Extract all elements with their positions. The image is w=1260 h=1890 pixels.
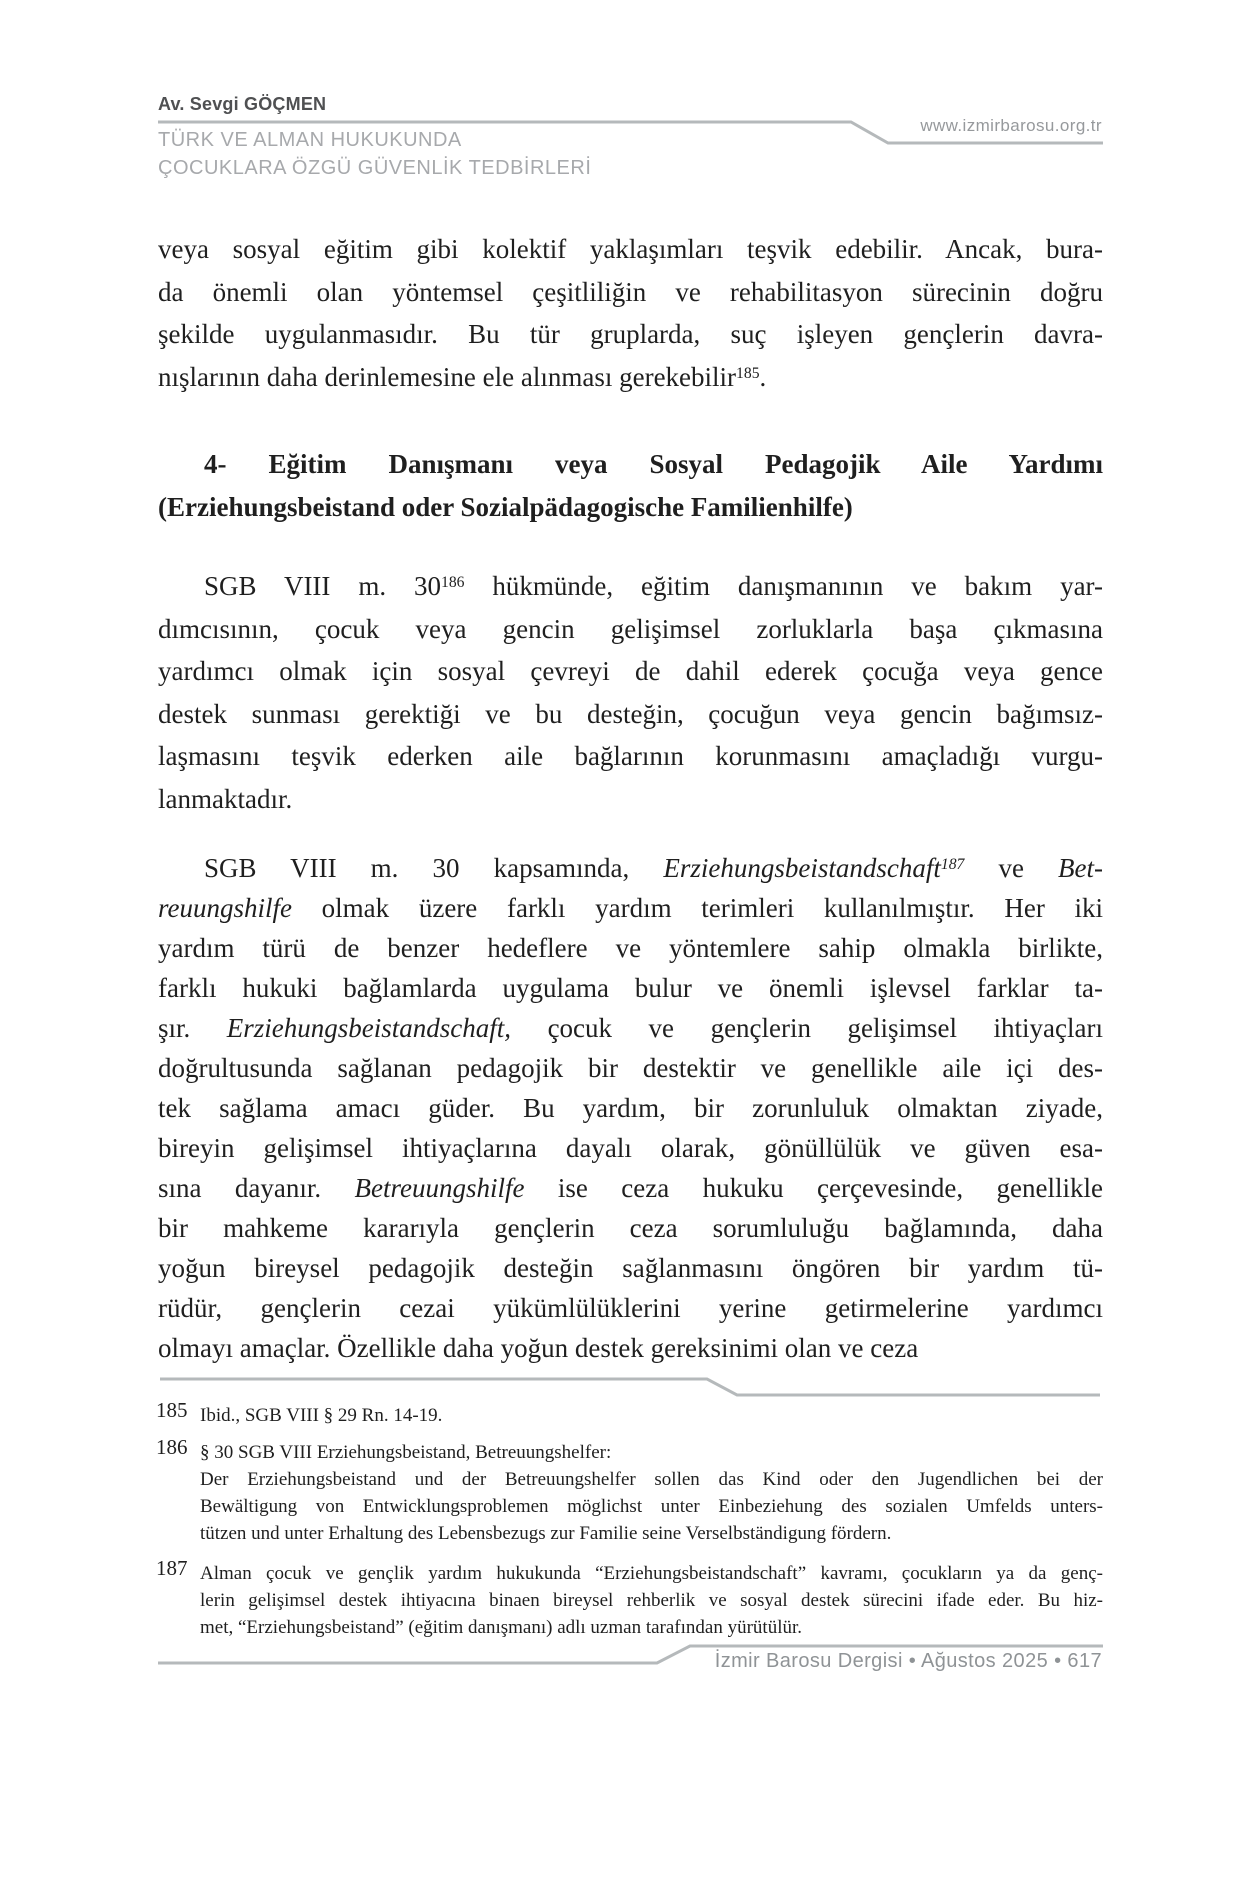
text-line (158, 313, 1103, 356)
text-line (158, 968, 1103, 1008)
text-line (158, 778, 1103, 821)
text-line (158, 565, 1103, 608)
text-line (158, 693, 1103, 736)
footnote-number: 186 (156, 1435, 188, 1459)
text-segment: bir mahkeme kararıyla gençlerin ceza sorumluluğu bağlamında, daha (158, 1213, 1103, 1243)
text-segment: şır. (158, 1013, 227, 1043)
text-segment: reuungshilfe (158, 893, 292, 923)
article-title-line-2: ÇOCUKLARA ÖZGÜ GÜVENLİK TEDBİRLERİ (158, 157, 592, 179)
text-segment: Ibid., SGB VIII § 29 Rn. 14-19. (200, 1405, 443, 1426)
text-line (158, 888, 1103, 928)
text-line (158, 1008, 1103, 1048)
footnote-ref: 185 (736, 364, 760, 382)
text-segment: nışlarının daha derinlemesine ele alınması gerekebilir (158, 361, 737, 392)
text-segment: hükmünde, eğitim danışmanının ve bakım yar- (464, 571, 1103, 601)
footnote-number: 187 (156, 1556, 188, 1580)
text-segment: yardım türü de benzer hedeflere ve yöntemlere sahip olmakla birlikte, (158, 933, 1103, 963)
text-line (158, 735, 1103, 778)
text-line (158, 271, 1103, 314)
text-line (158, 848, 1103, 888)
text-segment: rüdür, gençlerin cezai yükümlülüklerini yerine getirmelerine yardımcı (158, 1293, 1103, 1323)
text-segment: Betreuungshilfe (354, 1173, 525, 1203)
section-heading (158, 443, 1103, 529)
text-line (200, 1493, 1103, 1520)
text-line (200, 1614, 1103, 1641)
text-segment: farklı hukuki bağlamlarda uygulama bulur ve önemli işlevsel farklar ta- (158, 973, 1103, 1003)
text-line (158, 1168, 1103, 1208)
text-line (200, 1439, 1103, 1466)
text-segment: SGB VIII m. 30 (204, 571, 441, 601)
text-line (200, 1520, 1103, 1547)
text-line (158, 356, 1103, 399)
text-line (158, 1048, 1103, 1088)
text-segment: met, “Erziehungsbeistand” (eğitim danışmanı) adlı uzman tarafından yürütülür. (200, 1617, 803, 1638)
body-paragraph-1 (158, 228, 1103, 398)
text-segment: veya sosyal eğitim gibi kolektif yaklaşımları teşvik edebilir. Ancak, bura- (158, 234, 1103, 264)
footnote-185 (156, 1398, 1103, 1429)
footnote-ref: 186 (440, 574, 465, 592)
text-segment: tek sağlama amacı güder. Bu yardım, bir zorunluluk olmaktan ziyade, (158, 1093, 1103, 1123)
footnote-number: 185 (156, 1398, 188, 1422)
text-segment: Alman çocuk ve gençlik yardım hukukunda “Erziehungsbeistandschaft” kavramı, çocukların ya da genç- (200, 1563, 1103, 1584)
text-line (158, 1288, 1103, 1328)
text-segment: . (759, 361, 767, 392)
text-segment: sına dayanır. (158, 1173, 355, 1203)
text-segment: lanmaktadır. (158, 783, 293, 814)
text-segment: bireyin gelişimsel ihtiyaçlarına dayalı olarak, gönüllülük ve güven esa- (158, 1133, 1103, 1163)
text-line (158, 1208, 1103, 1248)
text-segment: lerin gelişimsel destek ihtiyacına binaen bireysel rehberlik ve sosyal destek sürecini ifade eder. Bu hiz- (200, 1590, 1103, 1611)
text-line (158, 650, 1103, 693)
text-segment: yoğun bireysel pedagojik desteğin sağlanmasını öngören bir yardım tü- (158, 1253, 1103, 1283)
body-paragraph-2 (158, 565, 1103, 820)
text-line (200, 1587, 1103, 1614)
text-segment: çocuk ve gençlerin gelişimsel ihtiyaçları (511, 1013, 1104, 1043)
website-url: www.izmirbarosu.org.tr (920, 116, 1102, 135)
text-line (158, 608, 1103, 651)
text-line (200, 1466, 1103, 1493)
text-segment: yardımcı olmak için sosyal çevreyi de dahil ederek çocuğa veya gence (158, 656, 1103, 686)
text-line (158, 928, 1103, 968)
article-title (158, 126, 591, 182)
text-segment: olmayı amaçlar. Özellikle daha yoğun destek gereksinimi olan ve ceza (158, 1333, 919, 1363)
text-segment: şekilde uygulanmasıdır. Bu tür gruplarda, suç işleyen gençlerin davra- (158, 319, 1103, 349)
footnote-187 (156, 1556, 1103, 1641)
text-segment: ve (964, 853, 1059, 883)
footnote-186 (156, 1435, 1103, 1547)
text-segment: laşmasını teşvik ederken aile bağlarının korunmasını amaçladığı vurgu- (158, 741, 1103, 771)
text-line (158, 1088, 1103, 1128)
text-segment: § 30 SGB VIII Erziehungsbeistand, Betreuungshelfer: (200, 1442, 612, 1463)
text-segment: Bewältigung von Entwicklungsproblemen möglichst unter Einbeziehung des sozialen Umfelds unters- (200, 1496, 1103, 1517)
body-paragraph-3 (158, 848, 1103, 1368)
text-line (158, 1128, 1103, 1168)
text-segment: doğrultusunda sağlanan pedagojik bir destektir ve genellikle aile içi des- (158, 1053, 1103, 1083)
footnote-ref: 187 (940, 856, 965, 874)
text-line (158, 1248, 1103, 1288)
author-name: Av. Sevgi GÖÇMEN (158, 94, 327, 114)
article-title-line-1: TÜRK VE ALMAN HUKUKUNDA (158, 129, 462, 151)
footnote-separator-rule (160, 1379, 1100, 1395)
text-segment: Bet- (1058, 853, 1103, 883)
text-segment: destek sunması gerektiği ve bu desteğin, çocuğun veya gencin bağımsız- (158, 698, 1103, 729)
text-line (158, 443, 1103, 486)
text-segment: Der Erziehungsbeistand und der Betreuungshelfer sollen das Kind oder den Jugendlichen bei der (200, 1469, 1103, 1490)
text-line (200, 1402, 1103, 1429)
text-line (200, 1560, 1103, 1587)
text-line (158, 228, 1103, 271)
text-line (158, 486, 1103, 529)
text-segment: Erziehungsbeistandschaft (663, 853, 941, 883)
text-segment: ise ceza hukuku çerçevesinde, genellikle (524, 1173, 1103, 1203)
text-segment: (Erziehungsbeistand oder Sozialpädagogische Familienhilfe) (158, 492, 853, 522)
text-segment: dımcısının, çocuk veya gencin gelişimsel zorluklarla başa çıkmasına (158, 613, 1103, 644)
text-segment: 4- Eğitim Danışmanı veya Sosyal Pedagojik Aile Yardımı (204, 449, 1103, 479)
text-segment: SGB VIII m. 30 kapsamında, (204, 853, 664, 883)
text-segment: tützen und unter Erhaltung des Lebensbezugs zur Familie seine Verselbständigung fördern. (200, 1523, 892, 1544)
text-line (158, 1328, 1103, 1368)
text-segment: da önemli olan yöntemsel çeşitliliğin ve rehabilitasyon sürecinin doğru (158, 276, 1103, 307)
page-footer: İzmir Barosu Dergisi • Ağustos 2025 • 617 (714, 1650, 1102, 1672)
text-segment: olmak üzere farklı yardım terimleri kullanılmıştır. Her iki (292, 893, 1103, 923)
text-segment: Erziehungsbeistandschaft, (226, 1013, 512, 1043)
